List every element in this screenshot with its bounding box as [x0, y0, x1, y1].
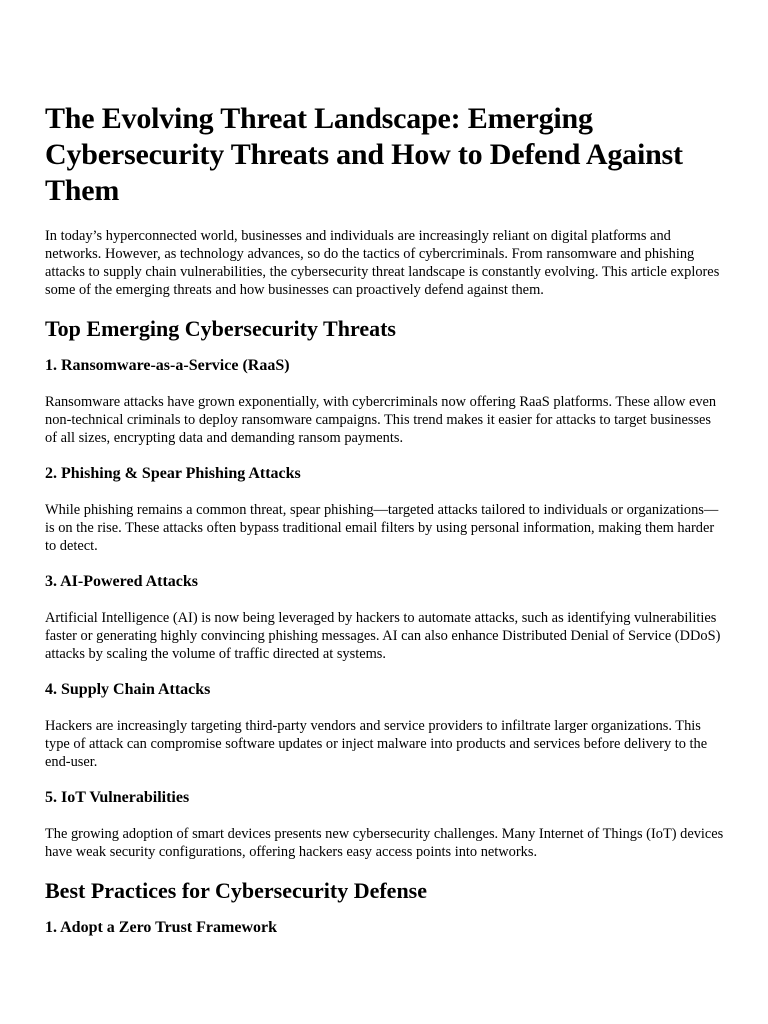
threat-body: The growing adoption of smart devices presents new cybersecurity challenges. Many Internet of Things (IoT) devices have weak security configurations, offering hackers easy access points into networks. — [45, 826, 724, 860]
defense-section — [45, 877, 725, 938]
threats-section — [45, 315, 725, 861]
defense-item-heading: 1. Adopt a Zero Trust Framework — [45, 919, 277, 936]
threat-body: Artificial Intelligence (AI) is now being leveraged by hackers to automate attacks, such as identifying vulnerabilities faster or generating highly convincing phishing messages. AI can also enhance Distributed Denial of Service (DDoS) attacks by scaling the volume of traffic directed at systems. — [45, 610, 721, 662]
threat-item-iot — [45, 788, 725, 861]
intro-paragraph: In today’s hyperconnected world, businesses and individuals are increasingly reliant on digital platforms and networks. However, as technology advances, so do the tactics of cybercriminals. From ransomware and phishing attacks to supply chain vulnerabilities, the cybersecurity threat landscape is constantly evolving. This article explores some of the emerging threats and how businesses can proactively defend against them. — [45, 228, 720, 298]
threat-heading: 2. Phishing & Spear Phishing Attacks — [45, 465, 301, 482]
threat-item-ai — [45, 572, 725, 663]
defense-heading: Best Practices for Cybersecurity Defense — [45, 878, 428, 903]
threat-body: While phishing remains a common threat, spear phishing—targeted attacks tailored to individuals or organizations—is on the rise. These attacks often bypass traditional email filters by using personal information, making them harder to detect. — [45, 502, 719, 554]
threat-heading: 3. AI-Powered Attacks — [45, 573, 199, 590]
threat-heading: 5. IoT Vulnerabilities — [45, 789, 190, 806]
article-title: The Evolving Threat Landscape: Emerging Cybersecurity Threats and How to Defend Against Them — [45, 102, 683, 207]
threat-heading: 4. Supply Chain Attacks — [45, 681, 211, 698]
threat-body: Ransomware attacks have grown exponentially, with cybercriminals now offering RaaS platforms. These allow even non-technical criminals to deploy ransomware campaigns. This trend makes it easier for attacks to target businesses of all sizes, encrypting data and demanding ransom payments. — [45, 394, 717, 446]
threat-body: Hackers are increasingly targeting third-party vendors and service providers to infiltrate larger organizations. This type of attack can compromise software updates or inject malware into products and services before delivery to the end-user. — [45, 718, 708, 770]
threats-heading: Top Emerging Cybersecurity Threats — [45, 316, 396, 341]
threat-item-phishing — [45, 464, 725, 555]
document-page — [45, 101, 725, 938]
threat-item-supply-chain — [45, 680, 725, 771]
threat-heading: 1. Ransomware-as-a-Service (RaaS) — [45, 357, 290, 374]
threat-item-ransomware — [45, 356, 725, 447]
